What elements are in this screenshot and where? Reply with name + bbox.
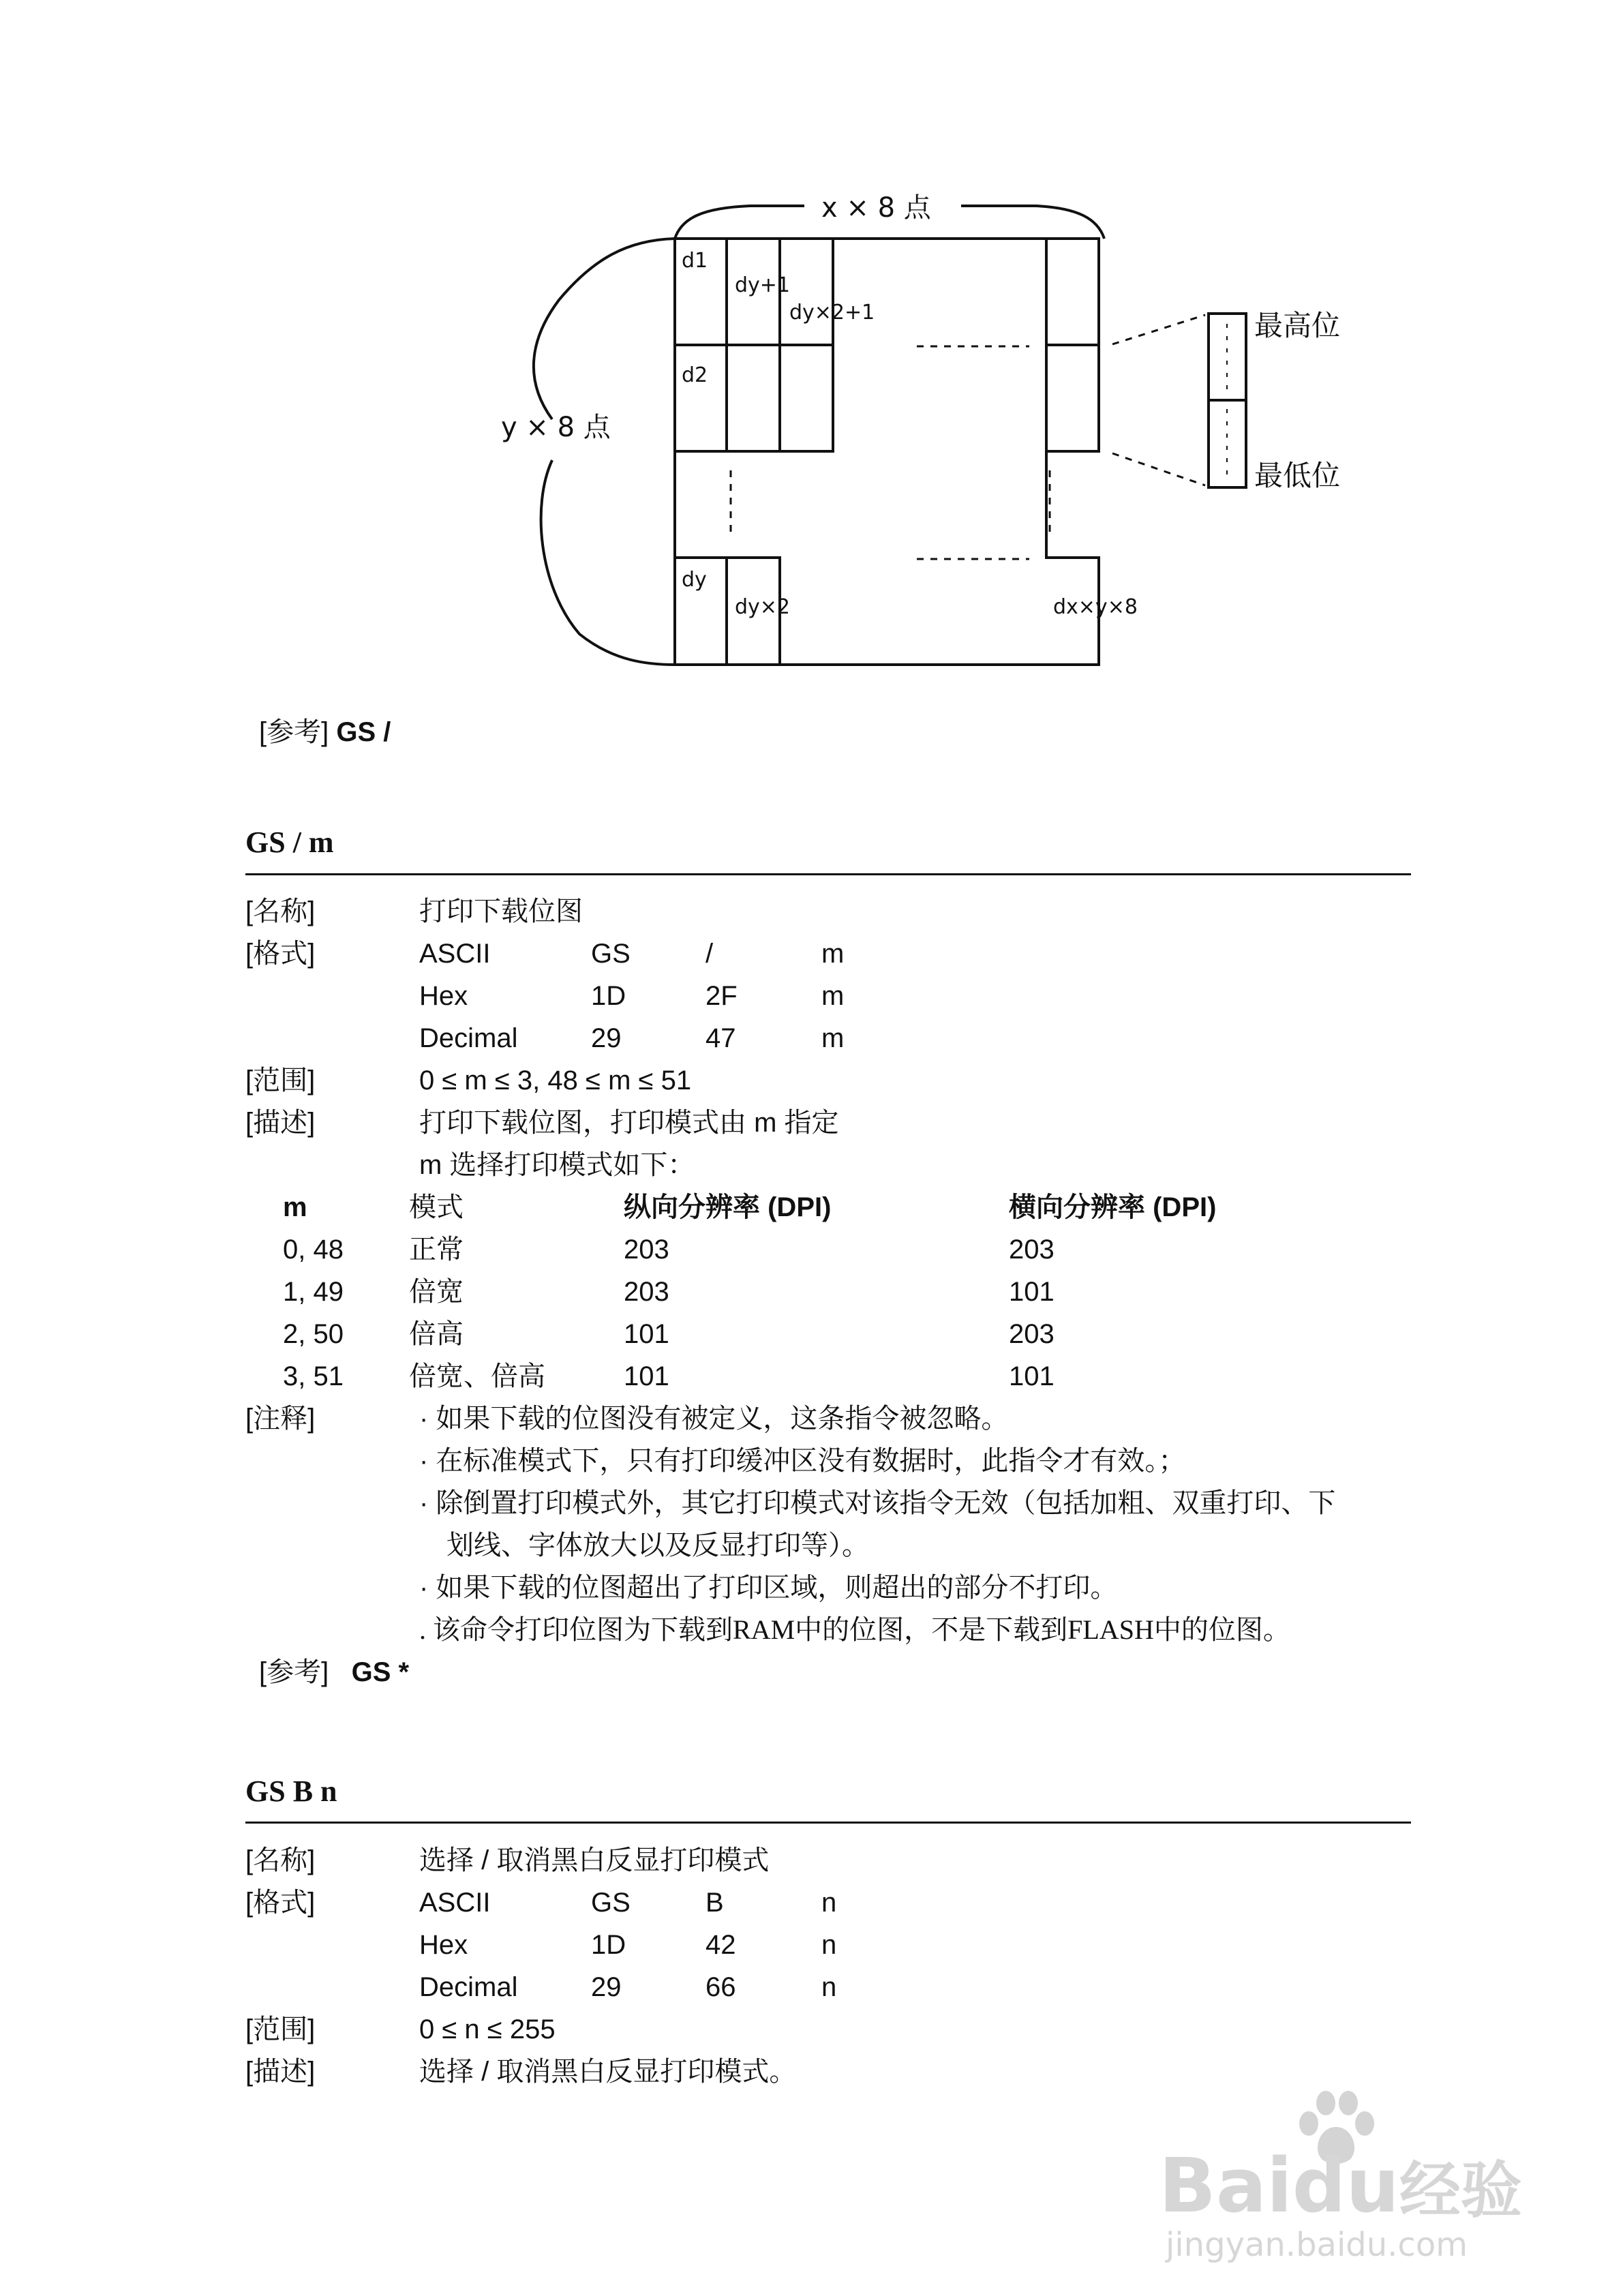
format-cell: m xyxy=(821,981,845,1011)
desc-label: [描述] xyxy=(245,2057,316,2087)
table-row xyxy=(283,1233,1374,1266)
cell-dy2: dy×2 xyxy=(735,595,791,619)
table-cell: 203 xyxy=(624,1235,669,1265)
table-header-cell: 横向分辨率 (DPI) xyxy=(1009,1192,1217,1222)
format-cell: n xyxy=(821,1930,837,1960)
format-label: [格式] xyxy=(245,939,316,969)
cell-d2: d2 xyxy=(682,363,708,387)
table-cell: 正常 xyxy=(409,1235,464,1265)
format-cell: 2F xyxy=(706,981,738,1011)
ref-line-2 xyxy=(259,1656,409,1689)
note-line: · 在标准模式下，只有打印缓冲区没有数据时，此指令才有效。； xyxy=(419,1446,1186,1476)
format-cell: Hex xyxy=(419,981,468,1011)
desc-label: [描述] xyxy=(245,1108,316,1138)
table-header-cell: 纵向分辨率 (DPI) xyxy=(624,1192,832,1222)
format-row xyxy=(419,1971,965,2004)
format-row xyxy=(419,980,965,1012)
format-row xyxy=(419,1886,965,1919)
format-cell: 29 xyxy=(591,1972,622,2002)
table-header-cell: m xyxy=(283,1192,307,1222)
section-title-gs-b-n: GS B n xyxy=(245,1774,337,1808)
format-cell: Hex xyxy=(419,1930,468,1960)
format-row xyxy=(419,937,965,970)
format-row xyxy=(419,1929,965,1961)
range-label: [范围] xyxy=(245,1066,316,1096)
ref-label: [参考] xyxy=(259,1657,329,1687)
section-title-gs-slash-m: GS / m xyxy=(245,826,334,859)
format-cell: 29 xyxy=(591,1023,622,1053)
desc-line: m 选择打印模式如下： xyxy=(419,1150,695,1180)
range-value: 0 ≤ n ≤ 255 xyxy=(419,2014,556,2044)
table-cell: 101 xyxy=(624,1319,669,1349)
note-line: · 如果下载的位图超出了打印区域，则超出的部分不打印。 xyxy=(419,1573,1118,1603)
range-value: 0 ≤ m ≤ 3, 48 ≤ m ≤ 51 xyxy=(419,1066,692,1096)
range-label: [范围] xyxy=(245,2014,316,2044)
cell-dxy8: dx×y×8 xyxy=(1053,595,1138,619)
cell-dy-plus-1: dy+1 xyxy=(735,273,791,297)
table-row xyxy=(283,1275,1374,1308)
format-cell: ASCII xyxy=(419,939,491,969)
format-label: [格式] xyxy=(245,1888,316,1918)
format-cell: GS xyxy=(591,1888,631,1918)
format-cell: 1D xyxy=(591,1930,626,1960)
table-cell: 203 xyxy=(1009,1235,1055,1265)
watermark xyxy=(1152,2086,1534,2263)
ref-label: [参考] xyxy=(259,717,329,747)
format-cell: 1D xyxy=(591,981,626,1011)
watermark-url: jingyan.baidu.com xyxy=(1166,2226,1468,2264)
table-cell: 101 xyxy=(1009,1361,1055,1391)
format-cell: / xyxy=(706,939,714,969)
msb-label: 最高位 xyxy=(1254,309,1341,342)
format-cell: n xyxy=(821,1972,837,2002)
table-cell: 203 xyxy=(624,1277,669,1307)
table-cell: 2, 50 xyxy=(283,1319,344,1349)
cell-dy2-plus-1: dy×2+1 xyxy=(789,301,875,324)
table-cell: 倍高 xyxy=(409,1319,464,1349)
format-row xyxy=(419,1022,965,1055)
note-line: · 如果下载的位图没有被定义，这条指令被忽略。 xyxy=(419,1404,1009,1434)
bitmap-diagram xyxy=(0,0,1623,682)
notes-label: [注释] xyxy=(245,1404,316,1434)
table-cell: 3, 51 xyxy=(283,1361,344,1391)
format-cell: m xyxy=(821,1023,845,1053)
ref-cmd: GS * xyxy=(351,1657,410,1687)
watermark-brand-cn: 经验 xyxy=(1399,2155,1522,2226)
table-cell: 1, 49 xyxy=(283,1277,344,1307)
format-cell: Decimal xyxy=(419,1972,518,2002)
lsb-label: 最低位 xyxy=(1254,459,1341,492)
format-cell: n xyxy=(821,1888,837,1918)
table-cell: 倍宽 xyxy=(409,1277,464,1307)
format-cell: 66 xyxy=(706,1972,736,2002)
table-cell: 101 xyxy=(624,1361,669,1391)
note-line: . 该命令打印位图为下载到RAM中的位图，不是下载到FLASH中的位图。 xyxy=(419,1614,1290,1645)
note-line: · 除倒置打印模式外，其它打印模式对该指令无效（包括加粗、双重打印、下 xyxy=(419,1488,1336,1518)
format-cell: Decimal xyxy=(419,1023,518,1053)
table-cell: 0, 48 xyxy=(283,1235,344,1265)
table-header-cell: 模式 xyxy=(409,1192,464,1222)
table-header xyxy=(283,1191,1374,1224)
format-cell: m xyxy=(821,939,845,969)
table-row xyxy=(283,1360,1374,1393)
dim-top-label: x × 8 点 xyxy=(821,192,931,224)
name-value: 打印下载位图 xyxy=(419,896,583,926)
desc-line: 选择 / 取消黑白反显打印模式。 xyxy=(419,2057,797,2087)
table-cell: 101 xyxy=(1009,1277,1055,1307)
name-value: 选择 / 取消黑白反显打印模式 xyxy=(419,1845,770,1875)
desc-line: 打印下载位图，打印模式由 m 指定 xyxy=(419,1108,839,1138)
format-cell: GS xyxy=(591,939,631,969)
cell-dy: dy xyxy=(682,568,707,592)
section-rule xyxy=(245,1822,1411,1824)
note-line: 划线、字体放大以及反显打印等）。 xyxy=(446,1530,869,1560)
format-cell: 42 xyxy=(706,1930,736,1960)
format-cell: 47 xyxy=(706,1023,736,1053)
dim-left-label: y × 8 点 xyxy=(501,412,611,443)
section-rule xyxy=(245,873,1411,875)
format-cell: ASCII xyxy=(419,1888,491,1918)
format-cell: B xyxy=(706,1888,724,1918)
table-cell: 203 xyxy=(1009,1319,1055,1349)
ref-line-1 xyxy=(259,716,391,749)
table-cell: 倍宽、倍高 xyxy=(409,1361,545,1391)
name-label: [名称] xyxy=(245,1845,316,1875)
ref-cmd: GS / xyxy=(336,717,391,747)
table-row xyxy=(283,1318,1374,1350)
name-label: [名称] xyxy=(245,896,316,926)
cell-d1: d1 xyxy=(682,249,708,273)
watermark-brand: Baidu xyxy=(1159,2142,1399,2229)
